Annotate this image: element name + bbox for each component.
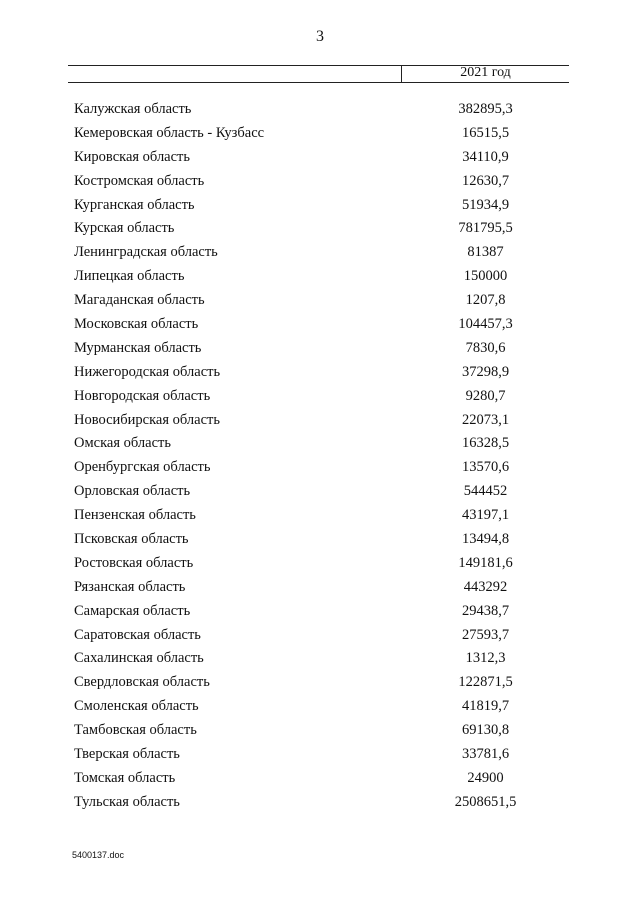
region-name: Калужская область [74, 101, 192, 117]
table-row [0, 432, 640, 456]
page-number: 3 [316, 28, 324, 45]
table-row [0, 217, 640, 241]
region-value: 443292 [463, 578, 508, 595]
table-row [0, 241, 640, 265]
region-value: 34110,9 [462, 148, 509, 165]
table-row [0, 552, 640, 576]
region-value: 41819,7 [461, 698, 510, 715]
table-row [0, 313, 640, 337]
region-name: Тверская область [74, 746, 180, 763]
region-name: Курская область [74, 220, 175, 237]
region-value: 24900 [467, 769, 504, 786]
table-row [0, 767, 640, 791]
region-table [0, 98, 640, 815]
table-row [0, 504, 640, 528]
region-name: Самарская область [74, 602, 191, 619]
table-row [0, 385, 640, 409]
region-value: 81387 [467, 244, 504, 261]
region-name: Ростовская область [74, 554, 194, 571]
region-value: 69130,8 [461, 722, 510, 739]
document-id: 5400137.doc [72, 850, 125, 860]
region-name: Липецкая область [74, 268, 185, 285]
region-value: 13494,8 [461, 531, 510, 548]
table-row [0, 456, 640, 480]
region-name: Свердловская область [74, 674, 210, 691]
region-name: Кемеровская область - Кузбасс [74, 124, 265, 141]
table-row [0, 122, 640, 146]
table-row [0, 265, 640, 289]
table-row [0, 289, 640, 313]
region-name: Саратовская область [74, 626, 201, 643]
table-row [0, 194, 640, 218]
table-row [0, 576, 640, 600]
table-row [0, 743, 640, 767]
region-name: Омская область [74, 435, 171, 452]
region-value: 149181,6 [458, 554, 513, 571]
region-value: 544452 [463, 483, 508, 500]
region-value: 16328,5 [461, 435, 510, 452]
region-value: 781795,5 [458, 220, 513, 237]
region-value: 16515,5 [461, 124, 510, 141]
region-name: Рязанская область [74, 578, 186, 595]
region-value: 12630,7 [461, 172, 510, 189]
region-value: 2508651,5 [454, 793, 517, 810]
region-name: Московская область [74, 316, 199, 333]
region-name: Пензенская область [74, 507, 196, 524]
table-row [0, 409, 640, 433]
region-name: Тамбовская область [74, 722, 197, 739]
region-value: 37298,9 [461, 363, 510, 380]
table-row [0, 791, 640, 815]
region-name: Курганская область [74, 196, 195, 213]
table-row [0, 695, 640, 719]
region-value: 9280,7 [465, 387, 506, 404]
table-header [68, 65, 569, 83]
region-name: Смоленская область [74, 698, 199, 715]
table-row [0, 671, 640, 695]
region-name: Магаданская область [74, 292, 205, 309]
year-column-header: 2021 год [460, 65, 511, 80]
table-row [0, 146, 640, 170]
table-row [0, 624, 640, 648]
region-value: 51934,9 [461, 196, 510, 213]
region-value: 7830,6 [465, 339, 506, 356]
region-name: Новгородская область [74, 387, 211, 404]
region-value: 27593,7 [461, 626, 510, 643]
table-row [0, 170, 640, 194]
region-name: Орловская область [74, 483, 191, 500]
region-value: 43197,1 [461, 507, 510, 524]
table-row [0, 480, 640, 504]
table-row [0, 98, 640, 122]
region-name: Ленинградская область [74, 244, 218, 261]
table-row [0, 337, 640, 361]
table-row [0, 719, 640, 743]
region-name: Новосибирская область [74, 411, 220, 428]
region-name: Оренбургская область [74, 459, 211, 476]
table-row [0, 647, 640, 671]
region-value: 382895,3 [458, 101, 513, 117]
region-name: Нижегородская область [74, 363, 221, 380]
region-value: 22073,1 [461, 411, 510, 428]
region-name: Томская область [74, 769, 176, 786]
region-value: 33781,6 [461, 746, 510, 763]
region-name: Сахалинская область [74, 650, 204, 667]
region-name: Костромская область [74, 172, 205, 189]
table-row [0, 528, 640, 552]
region-name: Мурманская область [74, 339, 202, 356]
region-value: 150000 [463, 268, 508, 285]
region-value: 1312,3 [465, 650, 506, 667]
table-row [0, 600, 640, 624]
region-value: 104457,3 [458, 316, 513, 333]
region-name: Псковская область [74, 531, 189, 548]
region-value: 1207,8 [465, 292, 506, 309]
region-value: 122871,5 [458, 674, 513, 691]
region-value: 13570,6 [461, 459, 510, 476]
region-name: Кировская область [74, 148, 191, 165]
region-value: 29438,7 [461, 602, 510, 619]
table-row [0, 361, 640, 385]
region-name: Тульская область [74, 793, 180, 810]
